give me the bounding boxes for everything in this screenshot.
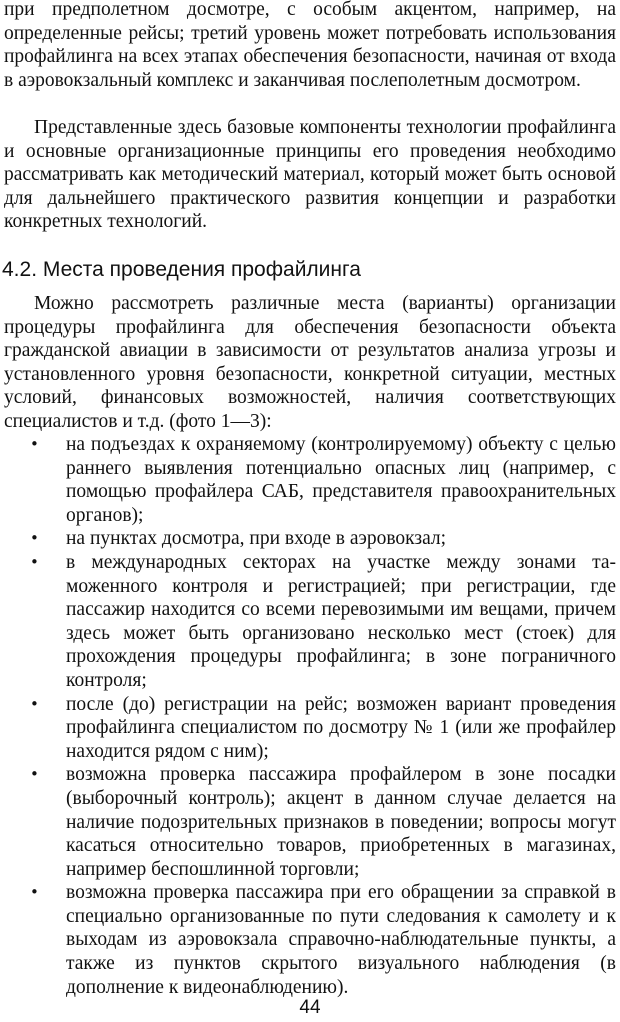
section-heading: 4.2. Места проведения профайлинга [2, 258, 361, 281]
bullet-icon: • [30, 552, 39, 571]
list-item-text: после (до) регистрации на рейс; возможен вариант проведения профайлинга специалистом по досмотру № 1 (или же профайлер находится рядом с ним); [66, 693, 616, 762]
list-item [0, 433, 616, 527]
paragraph-profiling-locations: Можно рассмотреть различные места (варианты) организации процедуры профайлинга для обеспечения безопасности объекта гражданской авиации в зависимости от результатов анализа угрозы и установленного уровня безопасности, конкретной ситуации, местных условий, финансовых возможностей, наличия соответствующих специалистов и т.д. (фото 1—3): [4, 293, 616, 432]
page-number: 44 [299, 997, 321, 1018]
list-item-text: возможна проверка пассажира при его обращении за справкой в специально организованные по пути следования к самолету и к выходам из аэровокзала справочно-наблюдательные пункты, а также из пунктов скрытого визуального наблюдения (в дополнение к видеонаблюдению). [66, 882, 616, 998]
list-item-text: на подъездах к охраняемому (контролируемому) объекту с целью раннего выявления потенциально опасных лиц (например, с помощью профайлера САБ, представителя правоохранительных органов); [66, 434, 616, 526]
list-item-text: на пунктах досмотра, при входе в аэровокзал; [66, 528, 447, 550]
list-item-text: возможна проверка пассажира профайлером в зоне посадки (выборочный контроль); акцент в данном случае делается на наличие подозрительных признаков в поведении; вопросы могут касаться относительно товаров, приобретенных в магазинах, например беспошлинной торговли; [66, 764, 616, 880]
bullet-icon: • [30, 694, 39, 713]
list-item [0, 527, 616, 551]
locations-bullet-list [0, 433, 616, 999]
bullet-icon: • [30, 435, 39, 453]
list-item [0, 881, 616, 999]
list-item [0, 551, 616, 693]
paragraph-continuation: при предполетном досмотре, с особым акцентом, например, на определенные рейсы; третий уровень может потребовать использования профайлинга на всех этапах обеспечения безопасности, начиная от входа в аэровокзальный комплекс и заканчивая послеполетным досмотром. [4, 0, 616, 91]
list-item [0, 693, 616, 764]
paragraph-technology-components: Представленные здесь базовые компоненты технологии профайлинга и основные организационные принципы его проведения необходимо рассматривать как методический материал, который может быть основой для дальнейшего практического развития концепции и разработки конкретных технологий. [4, 117, 616, 233]
bullet-icon: • [30, 529, 39, 548]
list-item-text: в международных секторах на участке между зонами таможенного контроля и регистрацией; при регистрации, где пассажир находится со всеми перевозимыми им вещами, причем здесь может быть организовано несколько мест (стоек) для прохождения процедуры профайлинга; в зоне пограничного контроля; [66, 551, 616, 691]
bullet-icon: • [30, 883, 39, 902]
bullet-icon: • [30, 765, 39, 784]
list-item [0, 763, 616, 881]
